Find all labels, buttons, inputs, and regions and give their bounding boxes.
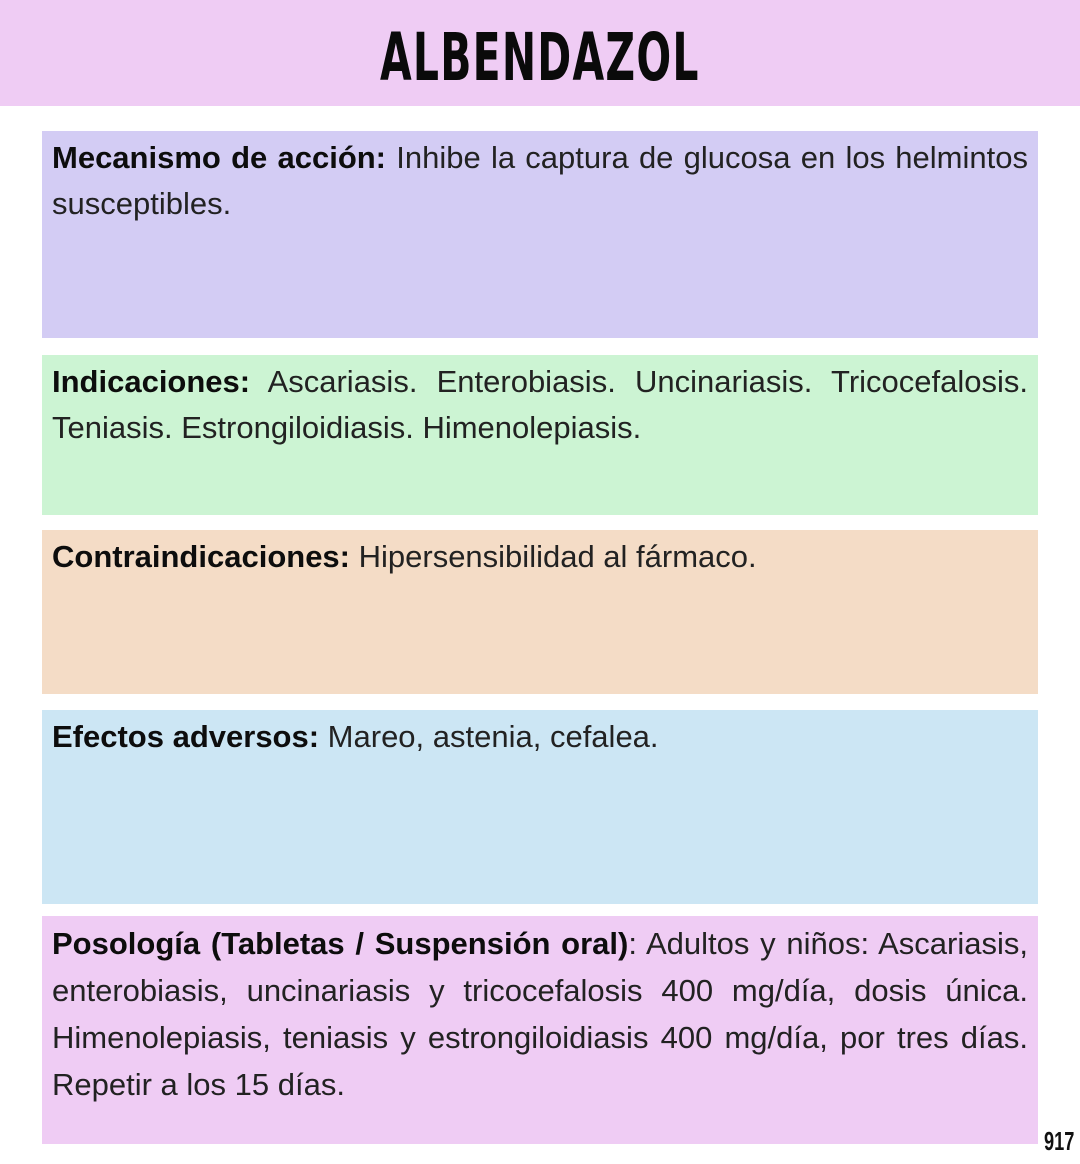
adverse-effects-text: Mareo, astenia, cefalea. bbox=[319, 719, 659, 754]
indications-text: Ascariasis. Enterobiasis. Uncinariasis. Tricocefalosis. Teniasis. Estrongiloidiasis. Himenolepiasis. bbox=[52, 364, 1028, 445]
mechanism-section bbox=[42, 131, 1038, 338]
dosage-section bbox=[42, 916, 1038, 1144]
contraindications-label: Contraindicaciones: bbox=[52, 539, 350, 574]
mechanism-paragraph bbox=[52, 135, 1028, 227]
contraindications-section bbox=[42, 530, 1038, 694]
mechanism-text: Inhibe la captura de glucosa en los helmintos susceptibles. bbox=[52, 140, 1028, 221]
indications-paragraph bbox=[52, 359, 1028, 451]
indications-label: Indicaciones: bbox=[52, 364, 251, 399]
indications-section bbox=[42, 355, 1038, 515]
page-number: 917 bbox=[1043, 1126, 1074, 1156]
dosage-paragraph bbox=[52, 920, 1028, 1108]
dosage-label: Posología (Tabletas / Suspensión oral) bbox=[52, 926, 629, 961]
title-banner bbox=[0, 0, 1080, 106]
adverse-effects-section bbox=[42, 710, 1038, 904]
dosage-text: : Adultos y niños: Ascariasis, enterobiasis, uncinariasis y tricocefalosis 400 mg/día, dosis única. Himenolepiasis, teniasis y estrongiloidiasis 400 mg/día, por tres días. Repetir a los 15 días. bbox=[52, 926, 1028, 1102]
mechanism-label: Mecanismo de acción: bbox=[52, 140, 387, 175]
contraindications-text: Hipersensibilidad al fármaco. bbox=[350, 539, 757, 574]
adverse-effects-paragraph bbox=[52, 714, 1028, 760]
page-title: ALBENDAZOL bbox=[380, 19, 700, 96]
contraindications-paragraph bbox=[52, 534, 1028, 580]
adverse-effects-label: Efectos adversos: bbox=[52, 719, 320, 754]
